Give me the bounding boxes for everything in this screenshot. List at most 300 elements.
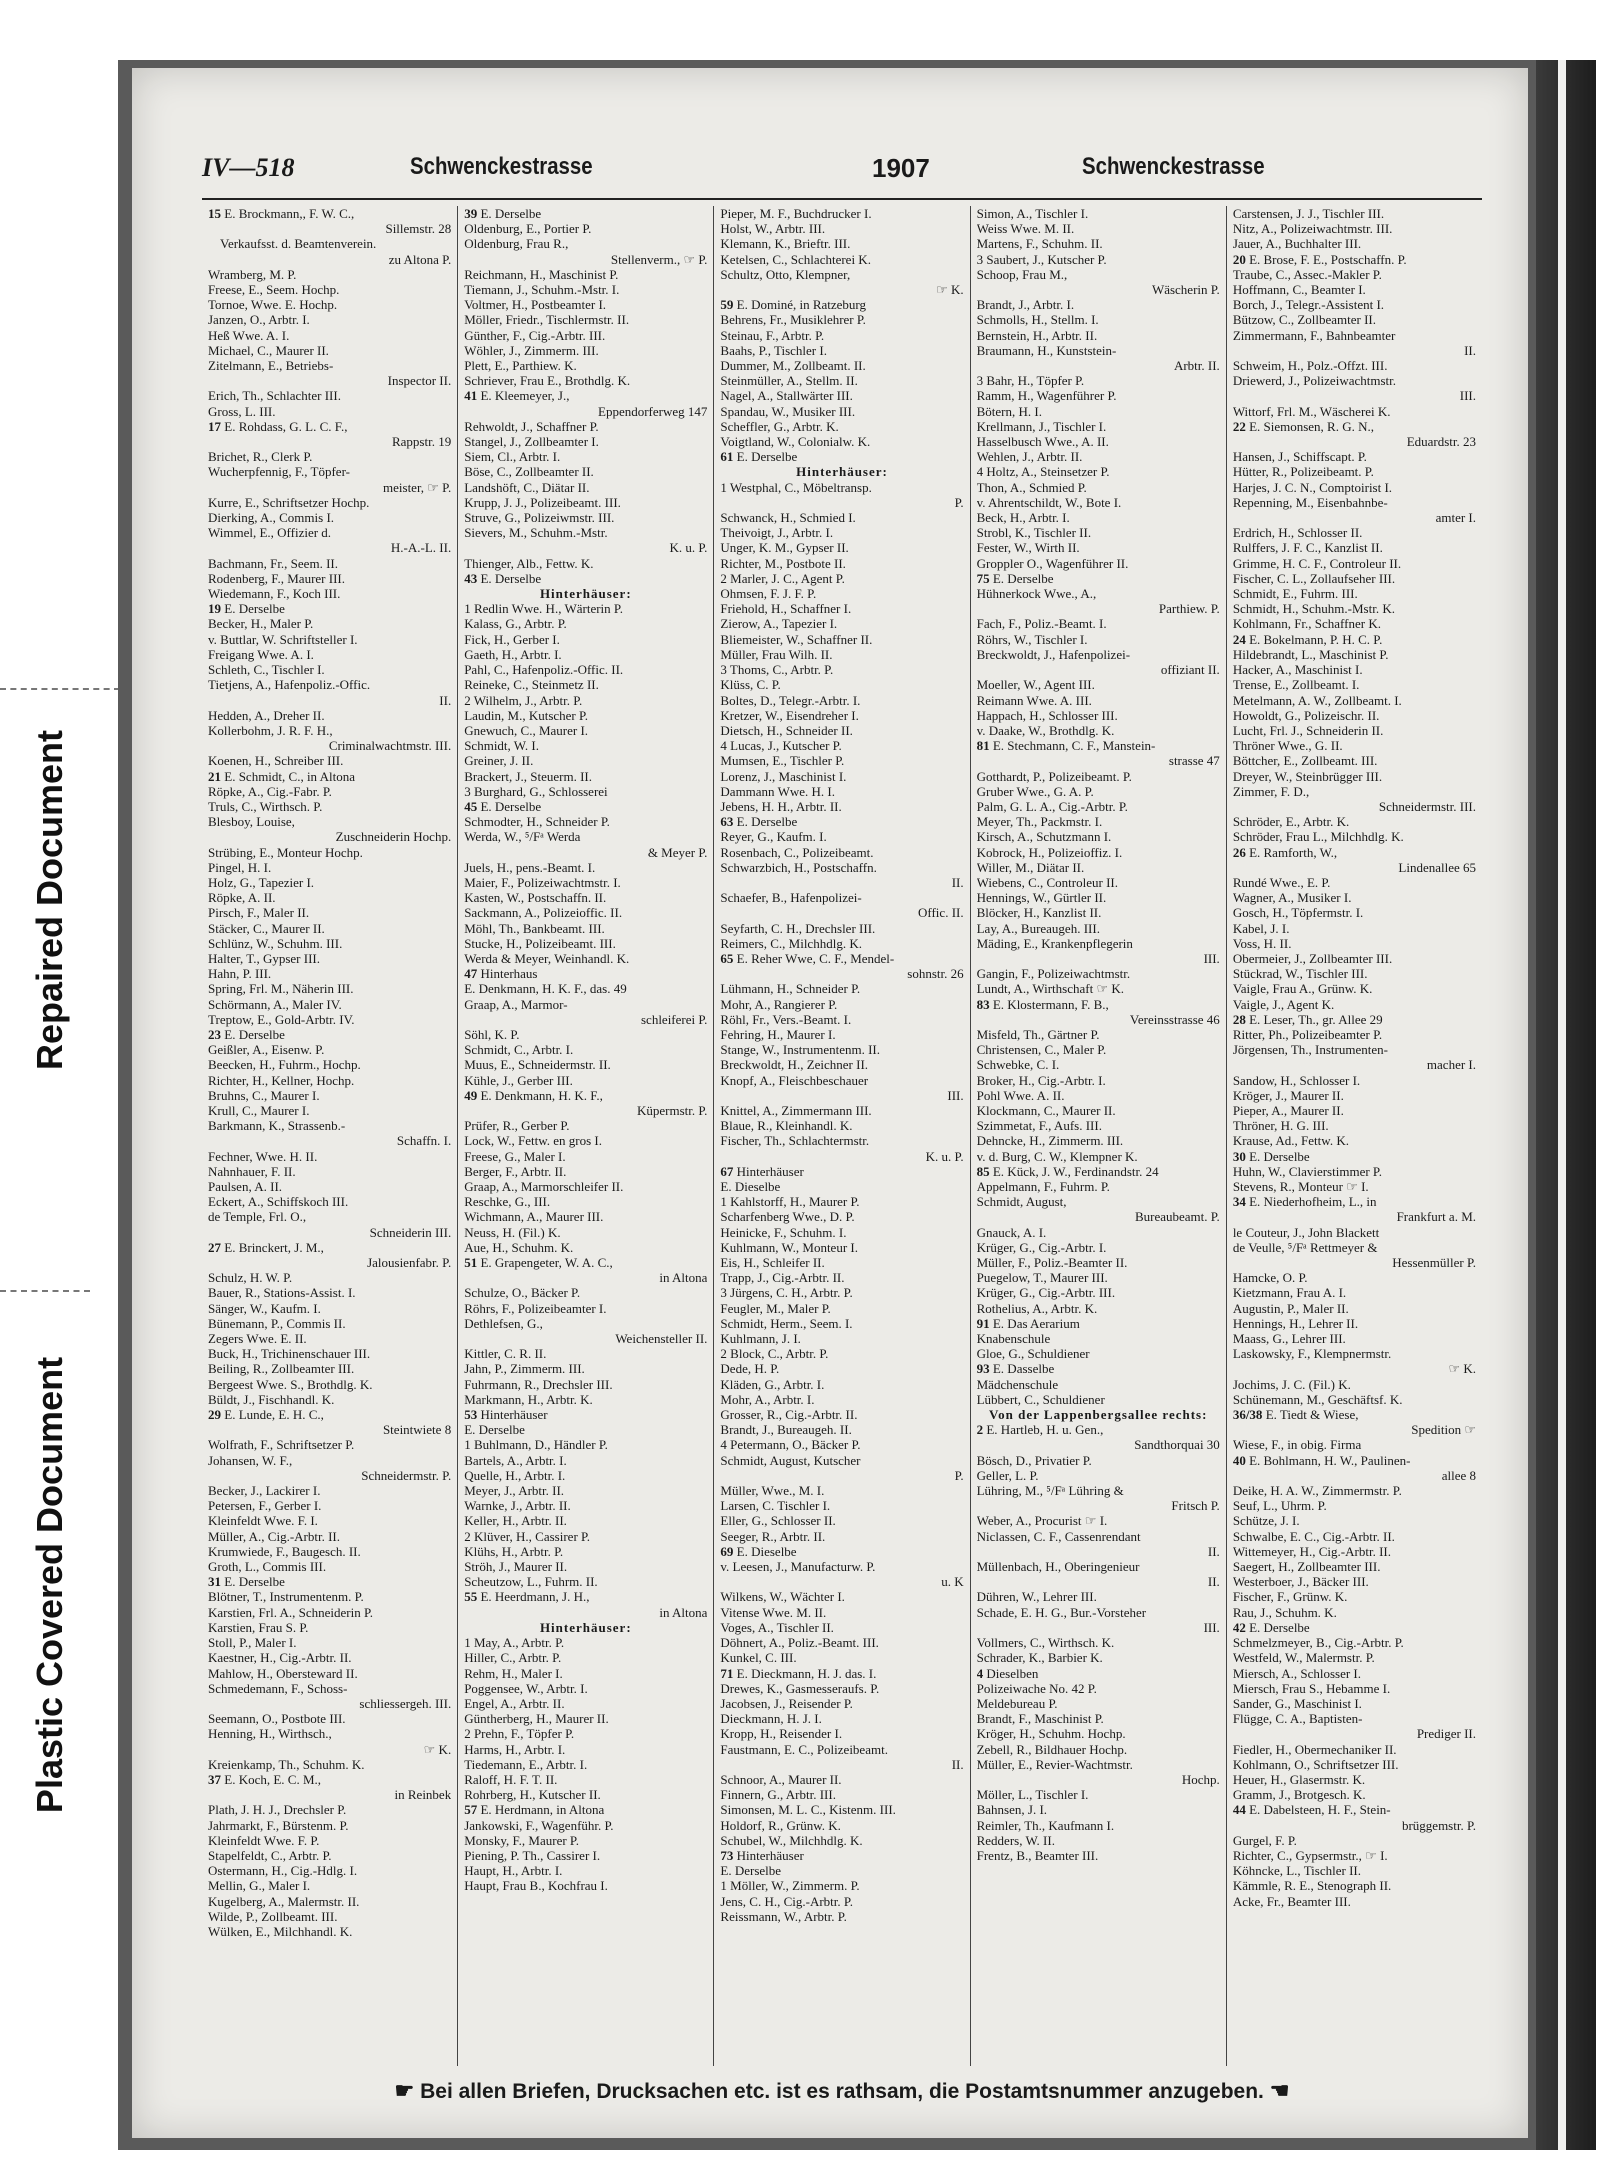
entry-text: Bahnsen, J. I.: [976, 1802, 1048, 1818]
entry-text: Büldt, J., Fischhandl. K.: [208, 1391, 335, 1407]
entry-text: Graap, A., Marmorschleifer II.: [464, 1179, 624, 1194]
entry-text: Traube, C., Assec.-Makler P.: [1232, 266, 1382, 282]
entry-text: Stapelfeldt, C., Arbtr. P.: [208, 1847, 332, 1863]
entry-text: Jacobsen, J., Reisender P.: [720, 1695, 853, 1711]
entry-text: Schmidt, C., Arbtr. I.: [464, 1042, 574, 1058]
directory-entry: [1233, 632, 1476, 647]
entry-text: Reichmann, H., Maschinist P.: [464, 266, 619, 282]
entry-text: Schmidt, August, Kutscher: [720, 1452, 861, 1468]
directory-entry: [208, 1635, 451, 1650]
entry-text: E. Schmidt, C., in Altona: [224, 768, 355, 784]
entry-text: Metelmann, A. W., Zollbeamt. I.: [1232, 692, 1402, 708]
directory-entry: [1233, 981, 1476, 996]
directory-entry: [464, 556, 707, 571]
entry-text: Strübing, E., Monteur Hochp.: [208, 844, 363, 860]
entry-text: Siem, Cl., Arbtr. I.: [464, 449, 561, 465]
entry-text: Möller, L., Tischler I.: [976, 1787, 1089, 1803]
directory-entry: [208, 1027, 451, 1042]
directory-entry: [464, 829, 707, 844]
entry-text: Bauer, R., Stations-Assist. I.: [208, 1285, 356, 1301]
directory-entry: [720, 1802, 963, 1817]
directory-entry: [720, 1331, 963, 1346]
entry-text: 2 Klüver, H., Cassirer P.: [464, 1528, 591, 1544]
entry-text: Fach, F., Poliz.-Beamt. I.: [976, 616, 1107, 632]
house-number: 63: [720, 814, 734, 830]
entry-text: Steinmüller, A., Stellm. II.: [720, 373, 858, 389]
entry-text: Klemann, K., Brieftr. III.: [720, 236, 851, 252]
entry-text: Schmidt, E., Fuhrm. III.: [1232, 586, 1358, 602]
directory-entry: [720, 495, 963, 510]
directory-entry: [720, 890, 963, 905]
directory-entry: [977, 1726, 1220, 1741]
entry-text: Ohmsen, F. J. F. P.: [720, 586, 817, 602]
entry-text: 1 Buhlmann, D., Händler P.: [464, 1437, 608, 1453]
entry-text: E. Derselbe: [992, 570, 1054, 586]
column-1: [202, 206, 458, 2066]
directory-entry: [1233, 571, 1476, 586]
entry-text: Zimmer, F. D.,: [1232, 783, 1310, 799]
directory-entry: [208, 1209, 451, 1224]
entry-text: Freese, G., Maler I.: [464, 1148, 566, 1164]
entry-text: Rehwoldt, J., Schaffner P.: [464, 418, 599, 434]
entry-text: Huhn, W., Clavierstimmer P.: [1232, 1163, 1382, 1179]
directory-entry: [977, 647, 1220, 662]
directory-entry: [977, 1574, 1220, 1589]
directory-entry: [208, 1346, 451, 1361]
directory-entry: [208, 1498, 451, 1513]
entry-text: Hinterhäuser: [736, 1163, 804, 1179]
entry-text: Vaigle, Frau A., Grünw. K.: [1232, 981, 1373, 997]
directory-entry: [977, 1240, 1220, 1255]
entry-text: Zuschneiderin Hochp.: [335, 829, 452, 845]
directory-entry: [1233, 282, 1476, 297]
directory-entry: [977, 1194, 1220, 1209]
entry-text: Kröger, J., Maurer II.: [1232, 1087, 1344, 1103]
directory-entry: [720, 1301, 963, 1316]
directory-entry: [208, 1696, 451, 1711]
house-number: 93: [976, 1361, 990, 1377]
entry-text: Hütter, R., Polizeibeamt. P.: [1232, 464, 1374, 480]
directory-entry: [977, 282, 1220, 297]
entry-text: Fiedler, H., Obermechaniker II.: [1232, 1741, 1397, 1757]
entry-text: Rulffers, J. F. C., Kanzlist II.: [1232, 540, 1383, 556]
entry-text: ☞ K.: [936, 282, 964, 298]
entry-text: Finnern, G., Arbtr. III.: [720, 1787, 836, 1803]
directory-entry: [464, 708, 707, 723]
directory-entry: [977, 449, 1220, 464]
entry-text: Schultz, Otto, Klempner,: [720, 266, 851, 282]
entry-text: Gruber Wwe., G. A. P.: [976, 783, 1094, 799]
directory-entry: [977, 1757, 1220, 1772]
directory-entry: [208, 1088, 451, 1103]
entry-text: Borch, J., Telegr.-Assistent I.: [1232, 297, 1385, 313]
directory-entry: [720, 1225, 963, 1240]
entry-text: Günther, F., Cig.-Arbtr. III.: [464, 327, 606, 343]
directory-entry: [977, 221, 1220, 236]
directory-entry: [1233, 1468, 1476, 1483]
directory-entry: [720, 1240, 963, 1255]
directory-entry: [977, 1742, 1220, 1757]
directory-entry: [977, 434, 1220, 449]
entry-text: Meldebureau P.: [976, 1695, 1058, 1711]
directory-entry: [464, 1818, 707, 1833]
page-number: IV—518: [202, 153, 295, 182]
entry-text: Mumsen, E., Tischler P.: [720, 753, 845, 769]
entry-text: Schrader, K., Barbier K.: [976, 1650, 1103, 1666]
directory-entry: [1233, 1559, 1476, 1574]
entry-text: Bösch, D., Privatier P.: [976, 1452, 1092, 1468]
entry-text: E. Bokelmann, P. H. C. P.: [1249, 631, 1383, 647]
entry-text: 4 Holtz, A., Steinsetzer P.: [976, 464, 1110, 480]
entry-text: E. Grapengeter, W. A. C.,: [480, 1255, 613, 1271]
directory-entry: [1233, 1027, 1476, 1042]
binding-edge: [1536, 60, 1596, 2150]
entry-text: Lay, A., Bureaugeh. III.: [976, 920, 1100, 936]
entry-text: Wittemeyer, H., Cig.-Arbtr. II.: [1232, 1543, 1391, 1559]
entry-text: Saegert, H., Zollbeamter III.: [1232, 1559, 1381, 1575]
entry-text: Reineke, C., Steinmetz II.: [464, 677, 599, 693]
entry-text: Fechner, Wwe. H. II.: [208, 1148, 318, 1164]
house-number: 23: [208, 1026, 221, 1042]
directory-entry: [1233, 1194, 1476, 1209]
directory-entry: [720, 1726, 963, 1741]
directory-entry: [208, 784, 451, 799]
directory-entry: [1233, 1742, 1476, 1757]
directory-entry: [977, 1772, 1220, 1787]
entry-text: Grimme, H. C. F., Controleur II.: [1232, 555, 1402, 571]
directory-entry: [208, 1103, 451, 1118]
directory-entry: [208, 1559, 451, 1574]
entry-text: Boltes, D., Telegr.-Arbtr. I.: [720, 692, 861, 708]
entry-text: Bartels, A., Arbtr. I.: [464, 1452, 567, 1468]
entry-text: Miersch, Frau S., Hebamme I.: [1232, 1680, 1391, 1696]
house-number: 42: [1232, 1619, 1246, 1635]
entry-text: Barkmann, K., Strassenb.-: [208, 1118, 346, 1134]
entry-text: Prüfer, R., Gerber P.: [464, 1118, 570, 1134]
directory-entry: [464, 1605, 707, 1620]
directory-entry: [1233, 525, 1476, 540]
house-number: 2: [976, 1422, 984, 1438]
directory-entry: [720, 1377, 963, 1392]
entry-text: Theivoigt, J., Arbtr. I.: [720, 525, 834, 541]
entry-text: Dede, H. P.: [720, 1361, 780, 1377]
directory-entry: [720, 1453, 963, 1468]
directory-entry: [208, 1057, 451, 1072]
directory-entry: [720, 1179, 963, 1194]
directory-entry: [464, 1422, 707, 1437]
directory-entry: [464, 1878, 707, 1893]
entry-text: Dehncke, H., Zimmerm. III.: [976, 1133, 1124, 1149]
directory-entry: [1233, 1331, 1476, 1346]
directory-entry: [208, 586, 451, 601]
directory-entry: [1233, 252, 1476, 267]
entry-text: Schmolls, H., Stellm. I.: [976, 312, 1099, 328]
directory-entry: [720, 708, 963, 723]
directory-entry: [720, 936, 963, 951]
entry-text: Rosenbach, C., Polizeibeamt.: [720, 844, 874, 860]
entry-text: Röhrs, F., Polizeibeamter I.: [464, 1300, 607, 1316]
entry-text: E. Rohdass, G. L. C. F.,: [224, 418, 348, 434]
entry-text: Gaeth, H., Arbtr. I.: [464, 646, 562, 662]
entry-text: Schütze, J. I.: [1232, 1513, 1300, 1529]
entry-text: schleiferei P.: [640, 1011, 708, 1027]
directory-entry: [977, 997, 1220, 1012]
directory-entry: [208, 1179, 451, 1194]
directory-entry: [208, 1757, 451, 1772]
entry-text: Schneidermstr. III.: [1378, 798, 1477, 814]
directory-entry: [1233, 1666, 1476, 1681]
entry-text: Gurgel, F. P.: [1232, 1832, 1297, 1848]
directory-entry: [720, 769, 963, 784]
entry-text: II.: [1207, 1574, 1220, 1590]
entry-text: Stückrad, W., Tischler III.: [1232, 966, 1368, 982]
entry-text: II.: [1464, 342, 1477, 358]
entry-text: Vereinsstrasse 46: [1129, 1011, 1220, 1027]
directory-entry: [464, 252, 707, 267]
directory-entry: [1233, 1513, 1476, 1528]
entry-text: 2 Marler, J. C., Agent P.: [720, 570, 845, 586]
entry-text: schliessergeh. III.: [359, 1695, 452, 1711]
entry-text: Müller, Wwe., M. I.: [720, 1483, 825, 1499]
directory-entry: [977, 1179, 1220, 1194]
entry-text: strasse 47: [1168, 753, 1220, 769]
directory-entry: [720, 997, 963, 1012]
entry-text: Rau, J., Schuhm. K.: [1232, 1604, 1337, 1620]
directory-entry: [1233, 464, 1476, 479]
directory-entry: [977, 799, 1220, 814]
directory-entry: [977, 1833, 1220, 1848]
entry-text: E. Derselbe: [464, 1422, 525, 1438]
entry-text: Wiebens, C., Controleur II.: [976, 874, 1118, 890]
entry-text: II.: [951, 1756, 964, 1772]
entry-text: Dierking, A., Commis I.: [208, 510, 335, 526]
directory-entry: [977, 1377, 1220, 1392]
entry-text: Happach, H., Schlosser III.: [976, 707, 1118, 723]
directory-entry: [208, 282, 451, 297]
house-number: 31: [208, 1574, 221, 1590]
house-number: 65: [720, 950, 734, 966]
directory-entry: [977, 814, 1220, 829]
directory-entry: [1233, 1073, 1476, 1088]
house-number: 47: [464, 966, 478, 982]
entry-text: E. Leser, Th., gr. Allee 29: [1249, 1011, 1383, 1027]
directory-entry: [1233, 693, 1476, 708]
directory-entry: [208, 510, 451, 525]
entry-text: Holst, W., Arbtr. III.: [720, 221, 826, 237]
entry-text: Ketelsen, C., Schlachterei K.: [720, 251, 871, 267]
entry-text: 3 Thoms, C., Arbtr. P.: [720, 662, 834, 678]
entry-text: Moeller, W., Agent III.: [976, 677, 1095, 693]
directory-entry: [208, 829, 451, 844]
entry-text: Erich, Th., Schlachter III.: [208, 388, 341, 404]
entry-text: 2 Prehn, F., Töpfer P.: [464, 1726, 575, 1742]
directory-entry: [208, 662, 451, 677]
directory-entry: [464, 784, 707, 799]
directory-entry: [208, 890, 451, 905]
directory-entry: [720, 1392, 963, 1407]
directory-entry: [208, 343, 451, 358]
directory-entry: [208, 206, 451, 221]
directory-entry: [977, 723, 1220, 738]
directory-entry: [208, 936, 451, 951]
directory-entry: [977, 1513, 1220, 1528]
entry-text: E. Dominé, in Ratzeburg: [736, 297, 867, 313]
entry-text: E. Kleemeyer, J.,: [480, 388, 570, 404]
entry-text: Grosser, R., Cig.-Arbtr. II.: [720, 1407, 858, 1423]
entry-text: Gloe, G., Schuldiener: [976, 1346, 1090, 1362]
house-number: 22: [1232, 418, 1246, 434]
entry-text: Schmodter, H., Schneider P.: [464, 814, 610, 830]
entry-text: Kämmle, R. E., Stenograph II.: [1232, 1878, 1392, 1894]
directory-entry: [977, 1027, 1220, 1042]
entry-text: Köhncke, L., Tischler II.: [1232, 1863, 1361, 1879]
directory-entry: [464, 328, 707, 343]
directory-entry: [1233, 312, 1476, 327]
directory-entry: [208, 1848, 451, 1863]
entry-text: Vitense Wwe. M. II.: [720, 1604, 827, 1620]
directory-entry: [977, 845, 1220, 860]
entry-text: Wiedemann, F., Koch III.: [208, 586, 341, 602]
directory-entry: [977, 1361, 1220, 1376]
entry-text: Vaigle, J., Agent K.: [1232, 996, 1335, 1012]
directory-entry: [720, 601, 963, 616]
house-number: 75: [976, 570, 990, 586]
directory-entry: [464, 1407, 707, 1422]
entry-text: Faustmann, E. C., Polizeibeamt.: [720, 1741, 888, 1757]
house-number: 34: [1232, 1194, 1246, 1210]
directory-entry: [1233, 616, 1476, 631]
directory-entry: [464, 1316, 707, 1331]
entry-text: E. Derselbe: [1249, 1619, 1310, 1635]
directory-entry: [1233, 784, 1476, 799]
entry-text: Treptow, E., Gold-Arbtr. IV.: [208, 1011, 355, 1027]
directory-entry: [720, 799, 963, 814]
house-number: 44: [1232, 1802, 1246, 1818]
directory-entry: [464, 1255, 707, 1270]
entry-text: Kuhlmann, W., Monteur I.: [720, 1239, 858, 1255]
entry-text: de Temple, Frl. O.,: [208, 1209, 307, 1225]
directory-entry: [977, 586, 1220, 601]
entry-text: Breckwoldt, J., Hafenpolizei-: [976, 646, 1131, 662]
directory-entry: [464, 373, 707, 388]
directory-entry: [464, 1012, 707, 1027]
entry-text: Markmann, H., Arbtr. K.: [464, 1391, 593, 1407]
directory-entry: [720, 1605, 963, 1620]
directory-entry: [720, 1863, 963, 1878]
entry-text: E. Koch, E. C. M.,: [224, 1771, 322, 1787]
directory-entry: [977, 677, 1220, 692]
entry-text: Paulsen, A. II.: [208, 1179, 283, 1194]
directory-entry: [720, 905, 963, 920]
directory-entry: [464, 1513, 707, 1528]
entry-text: 2 Block, C., Arbtr. P.: [720, 1346, 829, 1362]
directory-entry: [977, 708, 1220, 723]
entry-text: Becker, H., Maler P.: [208, 616, 314, 632]
entry-text: Steintwiete 8: [382, 1422, 452, 1438]
section-heading: Hinterhäuser:: [796, 464, 888, 480]
entry-text: Tiedemann, E., Arbtr. I.: [464, 1756, 588, 1772]
entry-text: Brichet, R., Clerk P.: [208, 449, 313, 465]
directory-entry: [720, 1894, 963, 1909]
entry-text: Fuhrmann, R., Drechsler III.: [464, 1376, 613, 1392]
directory-entry: [977, 464, 1220, 479]
entry-text: Scharfenberg Wwe., D. P.: [720, 1209, 855, 1225]
entry-text: Schweim, H., Polz.-Offzt. III.: [1232, 358, 1388, 374]
directory-entry: [208, 1605, 451, 1620]
directory-entry: [208, 1681, 451, 1696]
entry-text: Bünemann, P., Commis II.: [208, 1315, 346, 1331]
section-heading: Hinterhäuser:: [539, 1619, 632, 1635]
directory-entry: [977, 981, 1220, 996]
entry-text: Hennings, H., Lehrer II.: [1232, 1315, 1359, 1331]
section-heading: Von der Lappenbergsallee rechts:: [988, 1407, 1208, 1423]
entry-text: Neuss, H. (Fil.) K.: [464, 1224, 561, 1240]
directory-entry: [977, 1498, 1220, 1513]
entry-text: II.: [439, 692, 452, 708]
entry-text: Kröger, H., Schuhm. Hochp.: [976, 1726, 1126, 1742]
entry-text: Acke, Fr., Beamter III.: [1232, 1893, 1351, 1909]
directory-entry: [464, 1437, 707, 1452]
entry-text: Brackert, J., Steuerm. II.: [464, 768, 592, 784]
entry-text: Simonsen, M. L. C., Kistenm. III.: [720, 1802, 896, 1818]
directory-entry: [1233, 1453, 1476, 1468]
house-number: 37: [208, 1771, 221, 1787]
directory-entry: [464, 753, 707, 768]
entry-text: Nitz, A., Polizeiwachtmstr. III.: [1232, 221, 1393, 237]
entry-text: Carstensen, J. J., Tischler III.: [1232, 206, 1385, 221]
directory-entry: [208, 845, 451, 860]
directory-entry: [208, 1377, 451, 1392]
house-number: 49: [464, 1087, 478, 1103]
directory-entry: [720, 1589, 963, 1604]
directory-entry: [720, 784, 963, 799]
directory-entry: [208, 1361, 451, 1376]
directory-entry: [208, 1453, 451, 1468]
entry-text: Mohr, A., Rangierer P.: [720, 996, 838, 1012]
entry-text: Kabel, J. I.: [1232, 920, 1290, 936]
directory-entry: [1233, 1316, 1476, 1331]
directory-entry: [1233, 799, 1476, 814]
house-number: 40: [1232, 1452, 1246, 1468]
entry-text: Müller, F., Poliz.-Beamter II.: [976, 1255, 1128, 1271]
directory-entry: [464, 1027, 707, 1042]
entry-text: E. Siemonsen, R. G. N.,: [1249, 418, 1375, 434]
directory-entry: [208, 540, 451, 555]
house-number: 27: [208, 1239, 221, 1255]
directory-entry: [1233, 1650, 1476, 1665]
directory-entry: [720, 206, 963, 221]
directory-entry: [1233, 434, 1476, 449]
directory-entry: [464, 1787, 707, 1802]
street-title-right: Schwenckestrasse: [1082, 153, 1265, 180]
directory-entry: [720, 1787, 963, 1802]
directory-entry: [208, 1711, 451, 1726]
directory-entry: [208, 753, 451, 768]
entry-text: Wramberg, M. P.: [208, 266, 297, 282]
directory-entry: [1233, 951, 1476, 966]
directory-entry: [1233, 1361, 1476, 1376]
directory-entry: [208, 1255, 451, 1270]
directory-entry: [208, 1544, 451, 1559]
entry-text: Schleth, C., Tischler I.: [208, 662, 325, 678]
directory-entry: [977, 1225, 1220, 1240]
entry-text: K. u. P.: [925, 1148, 964, 1164]
directory-entry: [464, 1681, 707, 1696]
directory-entry: [720, 753, 963, 768]
directory-entry: [720, 981, 963, 996]
entry-text: Beecken, H., Fuhrm., Hochp.: [208, 1057, 361, 1073]
directory-entry: [1233, 769, 1476, 784]
